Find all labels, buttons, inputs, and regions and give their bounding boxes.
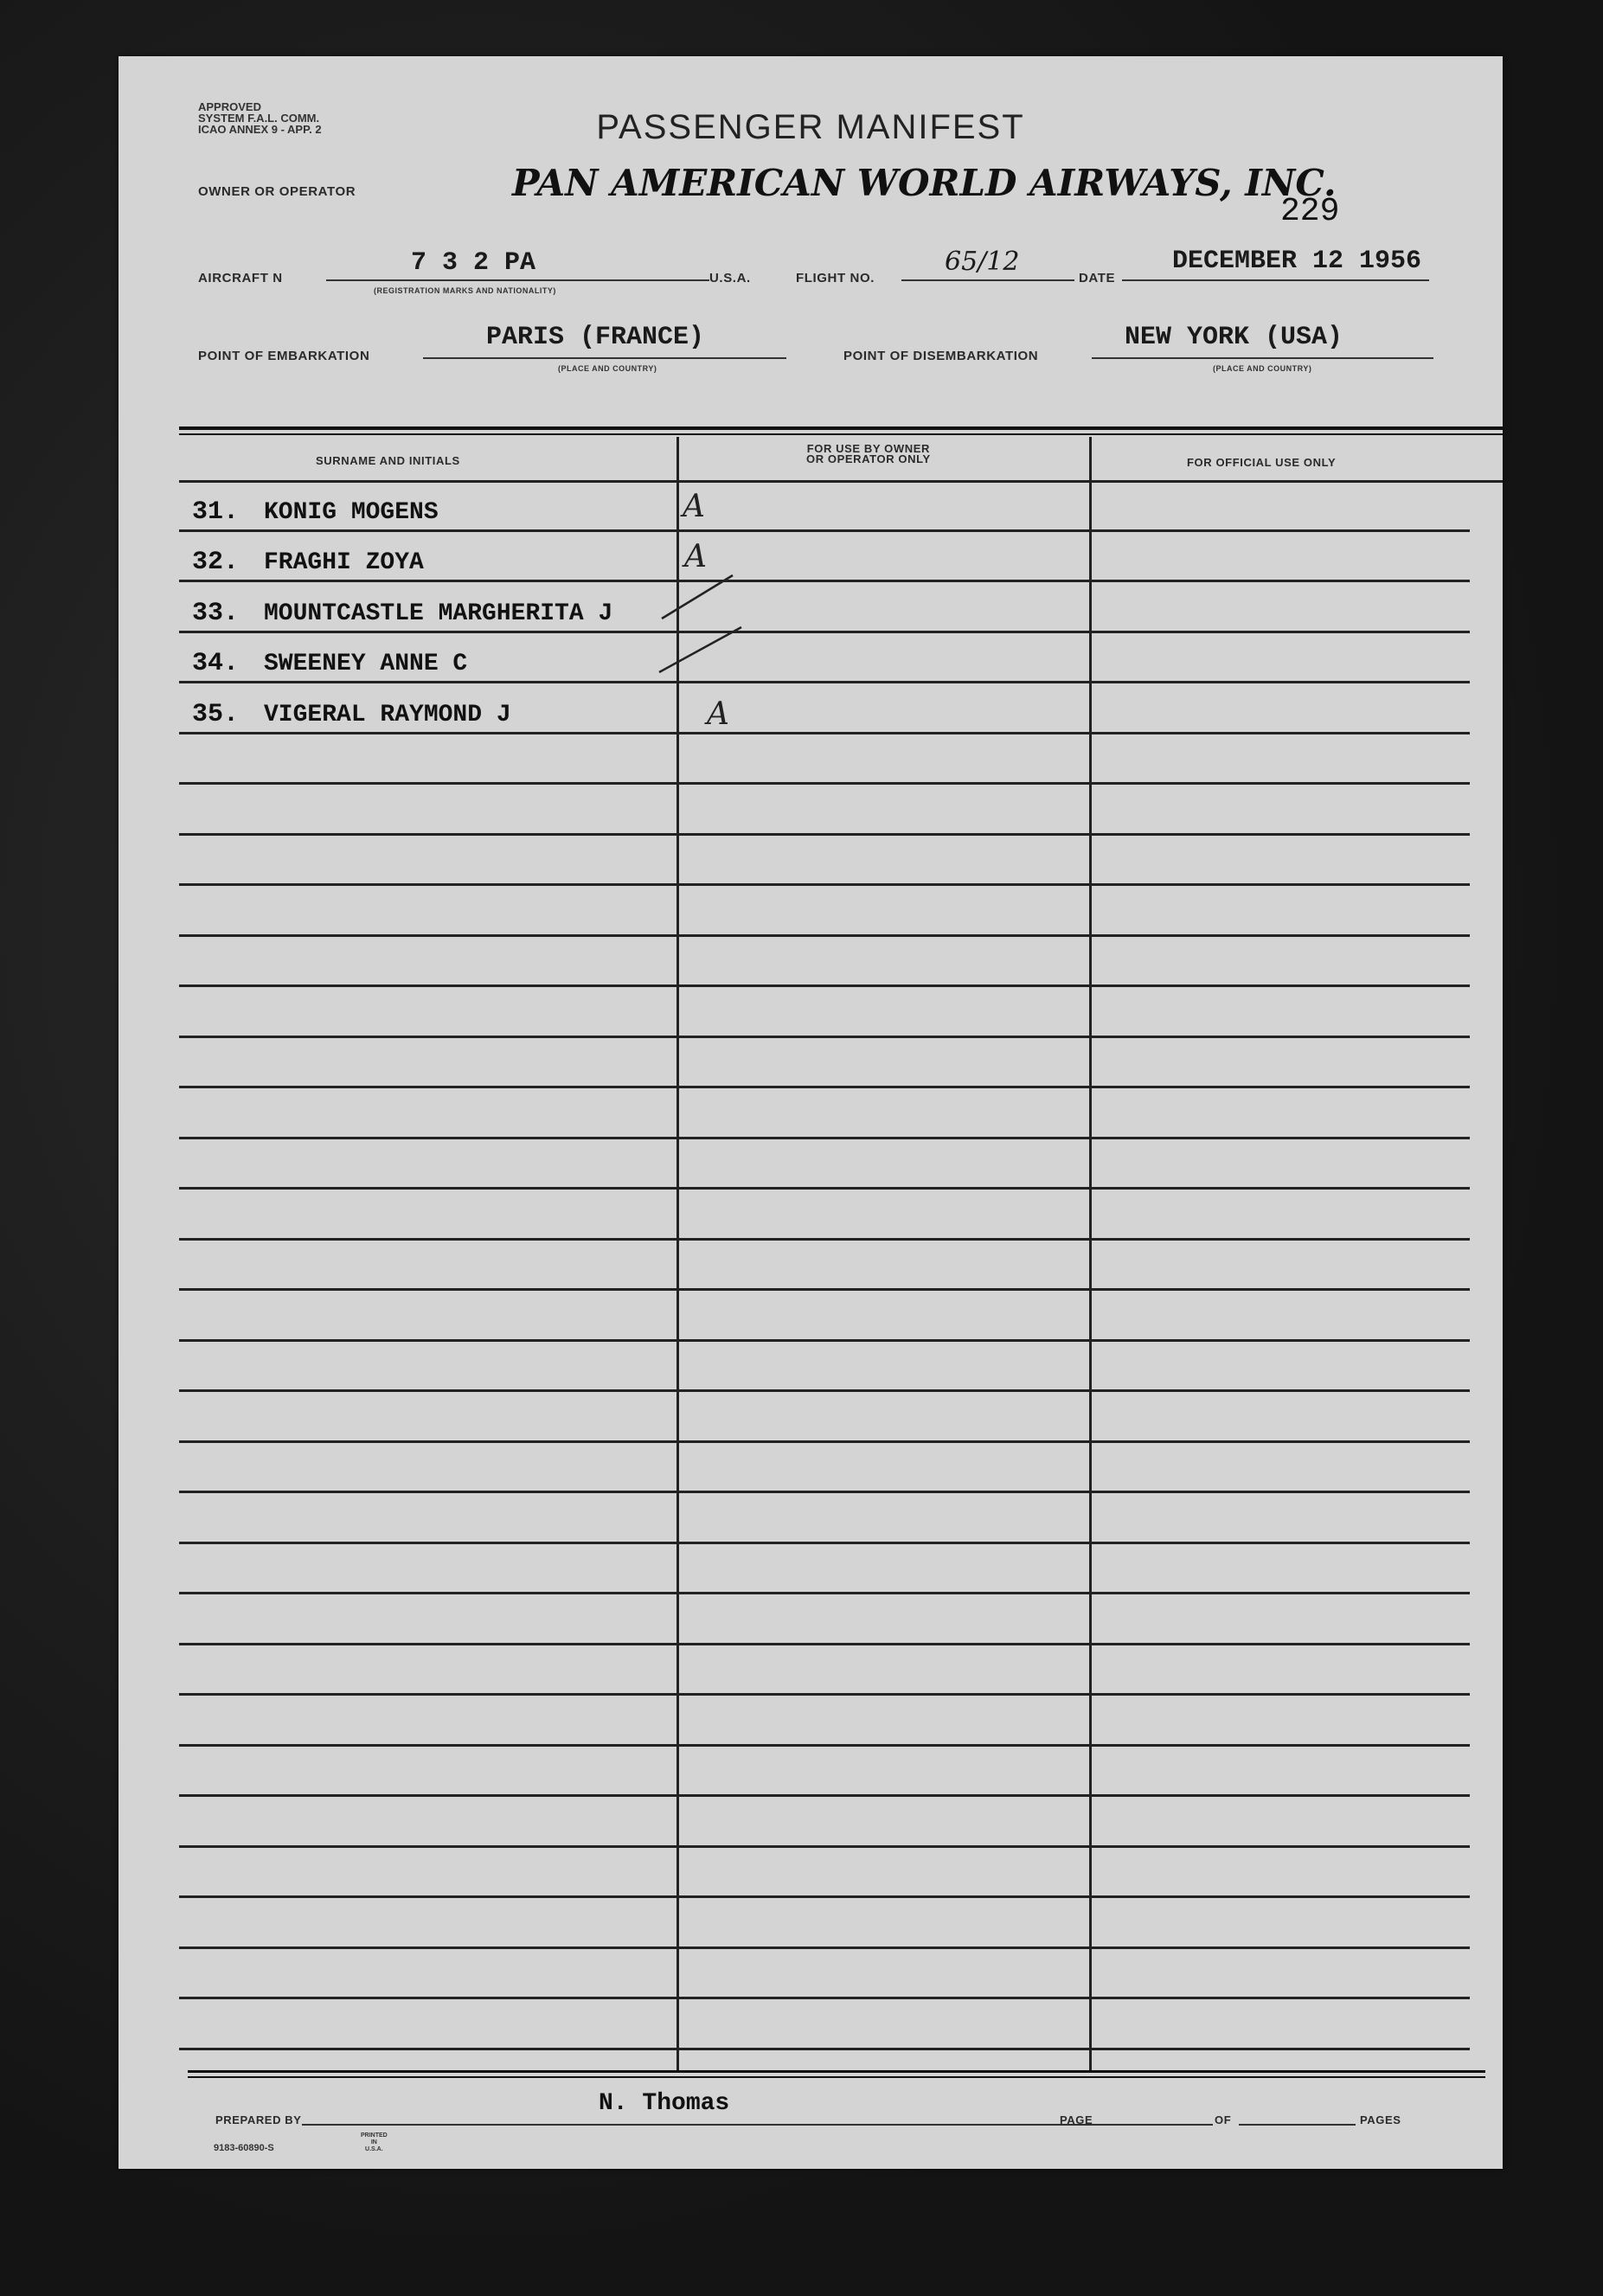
disembarkation-label: POINT OF DISEMBARKATION [843, 349, 1039, 363]
row-rule [179, 984, 1470, 987]
passenger-name: MOUNTCASTLE MARGHERITA J [264, 600, 613, 627]
embarkation-value: PARIS (FRANCE) [486, 323, 705, 352]
table-top-rule [179, 426, 1503, 430]
document-title: PASSENGER MANIFEST [596, 108, 1025, 146]
row-rule [179, 1845, 1470, 1848]
operator-mark: A [707, 696, 729, 732]
table-bottom-rule-2 [188, 2076, 1485, 2078]
aircraft-sublabel: (REGISTRATION MARKS AND NATIONALITY) [374, 286, 556, 295]
col-header-owner-line: OR OPERATOR ONLY [806, 452, 931, 465]
approval-line: SYSTEM F.A.L. COMM. [198, 112, 320, 125]
prepared-by-value: N. Thomas [599, 2090, 730, 2117]
of-underline [1239, 2124, 1356, 2126]
aircraft-underline [525, 279, 709, 281]
col-header-owner-line: FOR USE BY OWNER [806, 442, 930, 455]
row-rule [179, 1895, 1470, 1898]
aircraft-dash [326, 279, 525, 281]
row-rule [179, 580, 1470, 582]
flight-value: 65/12 [945, 247, 1020, 277]
row-number: 32. [192, 548, 240, 577]
row-rule [179, 1288, 1470, 1291]
row-rule [179, 1036, 1470, 1038]
disembarkation-underline [1092, 357, 1433, 359]
row-rule [179, 1693, 1470, 1696]
row-number: 34. [192, 649, 240, 678]
row-rule [179, 1187, 1470, 1190]
owner-name: PAN AMERICAN WORLD AIRWAYS, INC. [512, 162, 1337, 204]
row-number: 31. [192, 497, 240, 527]
col-header-official: FOR OFFICIAL USE ONLY [1187, 456, 1337, 469]
row-rule [179, 681, 1470, 683]
approval-line: APPROVED [198, 100, 261, 113]
of-label: OF [1215, 2113, 1232, 2126]
check-stroke [662, 575, 733, 619]
manifest-page [119, 56, 1503, 2169]
owner-label: OWNER OR OPERATOR [198, 184, 356, 199]
row-rule [179, 833, 1470, 836]
row-rule [179, 1389, 1470, 1392]
printed-line: IN [370, 2139, 377, 2145]
row-rule [179, 1744, 1470, 1747]
prepared-by-label: PREPARED BY [215, 2113, 302, 2126]
row-rule [179, 1542, 1470, 1544]
passenger-name: VIGERAL RAYMOND J [264, 702, 511, 728]
embarkation-label: POINT OF EMBARKATION [198, 349, 370, 363]
printed-in-usa [361, 2132, 388, 2153]
flight-label: FLIGHT NO. [796, 271, 875, 285]
operator-mark: A [684, 539, 707, 574]
row-rule [179, 883, 1470, 886]
prepared-by-underline [302, 2124, 1158, 2126]
row-rule [179, 1137, 1470, 1139]
header-bottom-rule [179, 480, 1503, 483]
check-strokes [655, 567, 750, 679]
row-rule [179, 529, 1470, 532]
page-label: PAGE [1060, 2113, 1093, 2126]
embarkation-underline [423, 357, 786, 359]
row-rule [179, 1592, 1470, 1594]
date-label: DATE [1079, 271, 1116, 285]
row-rule [179, 631, 1470, 633]
col-header-owner [806, 444, 931, 465]
pages-label: PAGES [1360, 2113, 1401, 2126]
row-rule [179, 1339, 1470, 1342]
embarkation-sublabel: (PLACE AND COUNTRY) [558, 364, 657, 373]
row-rule [179, 1997, 1470, 1999]
row-rule [179, 782, 1470, 785]
aircraft-value: 7 3 2 PA [411, 248, 536, 278]
disembarkation-sublabel: (PLACE AND COUNTRY) [1213, 364, 1312, 373]
row-rule [179, 1086, 1470, 1088]
printed-line: PRINTED [361, 2132, 388, 2139]
col-header-names: SURNAME AND INITIALS [316, 454, 460, 467]
disembarkation-value: NEW YORK (USA) [1125, 323, 1343, 352]
printed-line: U.S.A. [365, 2146, 383, 2152]
approval-line: ICAO ANNEX 9 - APP. 2 [198, 123, 322, 136]
date-value: DECEMBER 12 1956 [1172, 247, 1422, 276]
row-rule [179, 1794, 1470, 1797]
row-rule [179, 1238, 1470, 1241]
row-rule [179, 1440, 1470, 1443]
operator-mark: A [683, 489, 705, 524]
row-rule [179, 1491, 1470, 1493]
row-number: 33. [192, 599, 240, 628]
passenger-name: SWEENEY ANNE C [264, 651, 468, 677]
row-rule [179, 1946, 1470, 1949]
passenger-name: KONIG MOGENS [264, 499, 439, 526]
passenger-name: FRAGHI ZOYA [264, 549, 424, 576]
row-number: 35. [192, 700, 240, 729]
country-label: U.S.A. [709, 271, 751, 285]
aircraft-label: AIRCRAFT N [198, 271, 283, 285]
table-top-rule-2 [179, 433, 1503, 435]
date-underline [1122, 279, 1429, 281]
flight-underline [901, 279, 1074, 281]
table-bottom-rule [188, 2070, 1485, 2073]
page-reference-number: 229 [1280, 193, 1340, 230]
check-stroke [659, 627, 741, 672]
row-rule [179, 1643, 1470, 1645]
row-rule [179, 732, 1470, 734]
row-rule [179, 934, 1470, 937]
print-code: 9183-60890-S [214, 2143, 274, 2153]
row-rule [179, 2048, 1470, 2050]
page-underline [1105, 2124, 1213, 2126]
